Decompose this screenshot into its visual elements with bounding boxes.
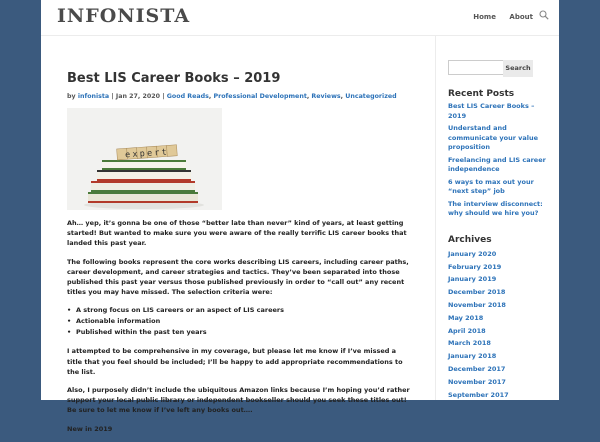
image-caption-text: expert: [124, 147, 170, 161]
main-nav: [462, 13, 533, 21]
sidebar-divider: [435, 35, 436, 400]
search-icon[interactable]: [539, 10, 549, 20]
post-paragraph: I attempted to be comprehensive in my coverage, but please let me know if I’ve missed a title that you feel should be included; I’ll be happy to add appropriate recommendations to the list.: [67, 347, 403, 376]
sidebar-search-button[interactable]: Search: [503, 60, 533, 77]
site-header: [41, 0, 559, 36]
post-title[interactable]: Best LIS Career Books – 2019: [67, 71, 281, 86]
criteria-item: • A strong focus on LIS careers or an aspect of LIS careers: [67, 305, 412, 316]
archive-link[interactable]: January 2019: [448, 275, 497, 284]
meta-separator: |: [111, 93, 114, 100]
recent-post-link[interactable]: Freelancing and LIS career independence: [448, 155, 546, 173]
page-container: [41, 0, 559, 433]
criteria-item: • Published within the past ten years: [67, 327, 412, 338]
meta-date: Jan 27, 2020: [115, 93, 161, 100]
meta-author-link[interactable]: infonista: [77, 93, 110, 100]
meta-by: by: [67, 93, 76, 100]
recent-posts-heading: Recent Posts: [448, 89, 515, 99]
archive-link[interactable]: January 2020: [448, 249, 497, 258]
recent-posts-widget: [448, 89, 548, 219]
category-link-uncategorized[interactable]: Uncategorized: [345, 93, 397, 100]
meta-separator: |: [162, 93, 165, 100]
post-content: [67, 70, 412, 442]
archive-link[interactable]: November 2017: [448, 377, 506, 386]
archive-link[interactable]: April 2018: [448, 326, 486, 335]
archive-link[interactable]: December 2017: [448, 364, 506, 373]
post-paragraph: Also, I purposely didn’t include the ubiquitous Amazon links because I’m hoping you’d rather support your local public library or independent bookseller should you seek these titles out! Be sure to let me know if I’ve left any books out….: [67, 386, 410, 415]
recent-post-link[interactable]: Best LIS Career Books – 2019: [448, 102, 535, 120]
post-paragraph: The following books represent the core works describing LIS careers, including career paths, career development, and career strategies and tactics. They’ve been separated into those published this past year versus those published previously in order to “call out” any recent titles you may have missed. The selection criteria were:: [67, 257, 409, 297]
archive-link[interactable]: March 2018: [448, 339, 491, 348]
nav-home[interactable]: Home: [473, 13, 496, 21]
criteria-list: [67, 305, 412, 338]
recent-post-link[interactable]: The interview disconnect: why should we hire you?: [448, 199, 543, 217]
site-logo[interactable]: INFONISTA: [57, 5, 191, 27]
category-link-good-reads[interactable]: Good Reads: [166, 93, 209, 100]
post-meta: by infonista | Jan 27, 2020 | Good Reads, Professional Development, Reviews, Uncategorized: [67, 93, 397, 100]
post-paragraph: Ah… yep, it’s gonna be one of those “better late than never” kind of years, at least getting started! But wanted to make sure you were aware of the really terrific LIS career books that landed this past year.: [67, 219, 407, 248]
nav-about[interactable]: About: [509, 13, 533, 21]
archives-heading: Archives: [448, 235, 492, 245]
featured-image: [67, 108, 222, 210]
archive-link[interactable]: September 2017: [448, 390, 509, 399]
archive-link[interactable]: November 2018: [448, 300, 506, 309]
recent-post-link[interactable]: 6 ways to max out your “next step” job: [448, 177, 534, 195]
criteria-item: • Actionable information: [67, 316, 412, 327]
category-link-reviews[interactable]: Reviews: [311, 93, 341, 100]
archive-link[interactable]: May 2018: [448, 313, 484, 322]
archive-link[interactable]: February 2019: [448, 262, 502, 271]
archive-link[interactable]: January 2018: [448, 352, 497, 361]
archives-widget: [448, 235, 548, 399]
books-illustration: [67, 108, 222, 210]
section-heading-new-2019: New in 2019: [67, 424, 113, 433]
archive-link[interactable]: December 2018: [448, 288, 506, 297]
category-link-professional-development[interactable]: Professional Development: [213, 93, 307, 100]
recent-post-link[interactable]: Understand and communicate your value proposition: [448, 124, 539, 151]
